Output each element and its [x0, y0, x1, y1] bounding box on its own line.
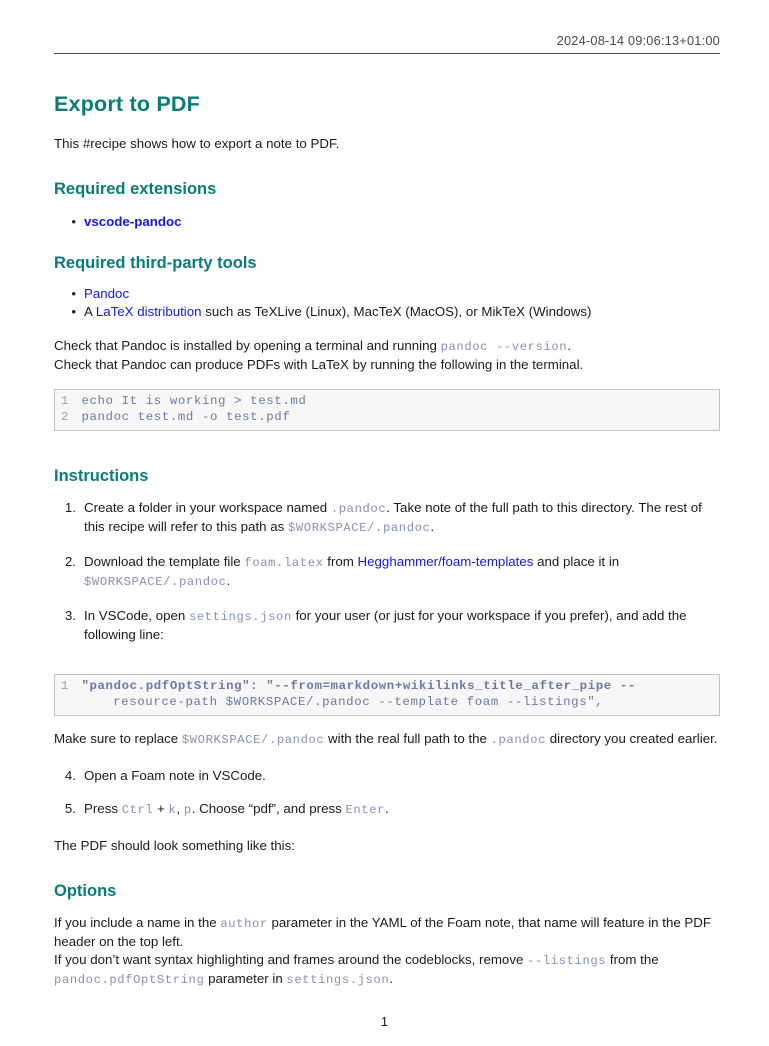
link-vscode-pandoc[interactable]: vscode-pandoc: [84, 213, 182, 229]
inline-code: .pandoc: [330, 501, 387, 516]
text-run: This #recipe shows how to export a note to PDF.: [54, 136, 340, 151]
inline-code: author: [220, 916, 268, 931]
line-number: 1: [61, 678, 69, 693]
required-extensions-list: [54, 213, 720, 231]
list-item: [54, 553, 720, 592]
text-run: . Take note of the full path to this directory. The rest of this recipe will refer to this path as: [84, 499, 702, 534]
instructions-list-2: [54, 767, 720, 819]
text-run: parameter in: [204, 971, 287, 986]
header-date: 2024-08-14 09:06:13+01:00: [556, 33, 720, 48]
text-run: .: [226, 573, 231, 588]
section-heading-options: [54, 882, 720, 901]
link-hegghammer-foam-templates[interactable]: Hegghammer/foam-templates: [357, 553, 534, 569]
intro-paragraph: [54, 135, 720, 153]
text-run: Check that Pandoc can produce PDFs with LaTeX by running the following in the terminal.: [54, 357, 584, 372]
item-number: 5.: [64, 800, 76, 816]
text-run: .: [389, 971, 394, 986]
text-run: +: [153, 800, 169, 816]
text-run: with the real full path to the: [324, 730, 491, 746]
text-run: .: [430, 519, 435, 534]
code-line: [61, 678, 711, 695]
code-text: "pandoc.pdfOptString": "--from=markdown+wikilinks_title_after_pipe --: [81, 678, 636, 693]
third-party-tools-list: [54, 285, 720, 321]
page-header: [54, 0, 720, 54]
link-latex-distribution[interactable]: LaTeX distribution: [95, 304, 202, 319]
inline-code: .pandoc: [490, 732, 547, 747]
check-pandoc-paragraph: [54, 337, 720, 374]
item-number: 1.: [64, 499, 76, 515]
list-item: [54, 607, 720, 644]
text-run: from: [323, 553, 358, 569]
page-number: 1: [380, 1014, 389, 1029]
bullet-marker: •: [71, 304, 76, 319]
text-run: A: [84, 304, 96, 319]
inline-code: pandoc.pdfOptString: [54, 973, 205, 987]
inline-code: Enter: [345, 802, 386, 817]
list-item: [54, 303, 720, 321]
text-run: Export to PDF: [54, 92, 200, 116]
list-item-text: [84, 285, 720, 303]
item-number: 3.: [64, 607, 76, 623]
item-number: 4.: [64, 768, 76, 783]
inline-code: pandoc --version: [440, 339, 568, 354]
inline-code: p: [183, 802, 192, 817]
page-footer: [0, 1013, 769, 1030]
code-line: [61, 409, 711, 426]
text-run: Instructions: [54, 466, 149, 485]
inline-code: foam.latex: [244, 555, 324, 570]
text-run: In VSCode, open: [84, 607, 189, 623]
inline-code: $WORKSPACE/.pandoc: [84, 575, 227, 589]
terminal-code-block: [54, 389, 720, 431]
text-run: directory you created earlier.: [546, 730, 718, 746]
list-item: [54, 499, 720, 538]
list-item-text: [84, 767, 720, 785]
page-title: [54, 92, 720, 116]
code-text: echo It is working > test.md: [81, 393, 307, 408]
text-run: Open a Foam note in VSCode.: [84, 768, 266, 783]
bullet-marker: •: [71, 213, 76, 229]
text-run: Check that Pandoc is installed by opening a terminal and running: [54, 337, 441, 353]
text-run: Press: [84, 800, 122, 816]
code-line: [61, 393, 711, 410]
settings-code-block: [54, 674, 720, 716]
code-text: resource-path $WORKSPACE/.pandoc --template foam --listings",: [81, 695, 604, 709]
list-item-text: [84, 607, 720, 644]
inline-code: Ctrl: [121, 802, 154, 817]
list-item-text: [84, 213, 720, 231]
line-number: [61, 694, 81, 711]
text-run: Required extensions: [54, 179, 217, 198]
list-item: [54, 767, 720, 785]
section-heading-required-third-party-tools: [54, 254, 720, 273]
list-item-text: [84, 303, 720, 321]
line-number: 2: [61, 410, 69, 424]
text-run: .: [385, 800, 389, 816]
inline-code: $WORKSPACE/.pandoc: [181, 732, 325, 747]
text-run: for your user (or just for your workspace if you prefer), and add the following line:: [84, 607, 687, 642]
text-run: .: [567, 337, 571, 353]
text-run: . Choose “pdf”, and press: [191, 800, 346, 816]
text-run: Create a folder in your workspace named: [84, 499, 331, 515]
line-number: 1: [61, 393, 69, 408]
pdf-look-paragraph: [54, 837, 720, 855]
code-text: pandoc test.md -o test.pdf: [81, 410, 291, 424]
text-run: Make sure to replace: [54, 730, 182, 746]
text-run: such as TeXLive (Linux), MacTeX (MacOS), or MikTeX (Windows): [201, 304, 592, 319]
text-run: and place it in: [533, 553, 620, 569]
document-body: [54, 92, 720, 990]
section-heading-instructions: [54, 467, 720, 486]
make-sure-paragraph: [54, 730, 720, 750]
code-line: [61, 694, 711, 711]
list-item-text: [84, 800, 720, 820]
inline-code: --listings: [527, 953, 607, 968]
options-paragraph: [54, 914, 720, 990]
text-run: from the: [606, 951, 659, 967]
instructions-list-1: [54, 499, 720, 644]
text-run: Options: [54, 881, 117, 900]
inline-code: settings.json: [286, 973, 390, 987]
text-run: The PDF should look something like this:: [54, 838, 295, 853]
list-item: [54, 285, 720, 303]
text-run: parameter in the YAML of the Foam note, that name will feature in the PDF header on the top left.: [54, 914, 712, 949]
inline-code: settings.json: [188, 609, 292, 624]
text-run: ,: [176, 800, 184, 816]
list-item: [54, 800, 720, 820]
inline-code: k: [168, 802, 177, 817]
text-run: Required third-party tools: [54, 254, 257, 272]
text-run: If you don’t want syntax highlighting and frames around the codeblocks, remove: [54, 951, 528, 967]
bullet-marker: •: [71, 286, 76, 301]
item-number: 2.: [64, 553, 76, 569]
list-item-text: [84, 553, 720, 592]
text-run: Download the template file: [84, 553, 245, 569]
inline-code: $WORKSPACE/.pandoc: [287, 521, 431, 535]
list-item: [54, 213, 720, 231]
link-pandoc[interactable]: Pandoc: [84, 286, 130, 301]
text-run: If you include a name in the: [54, 914, 221, 930]
section-heading-required-extensions: [54, 180, 720, 199]
list-item-text: [84, 499, 720, 538]
